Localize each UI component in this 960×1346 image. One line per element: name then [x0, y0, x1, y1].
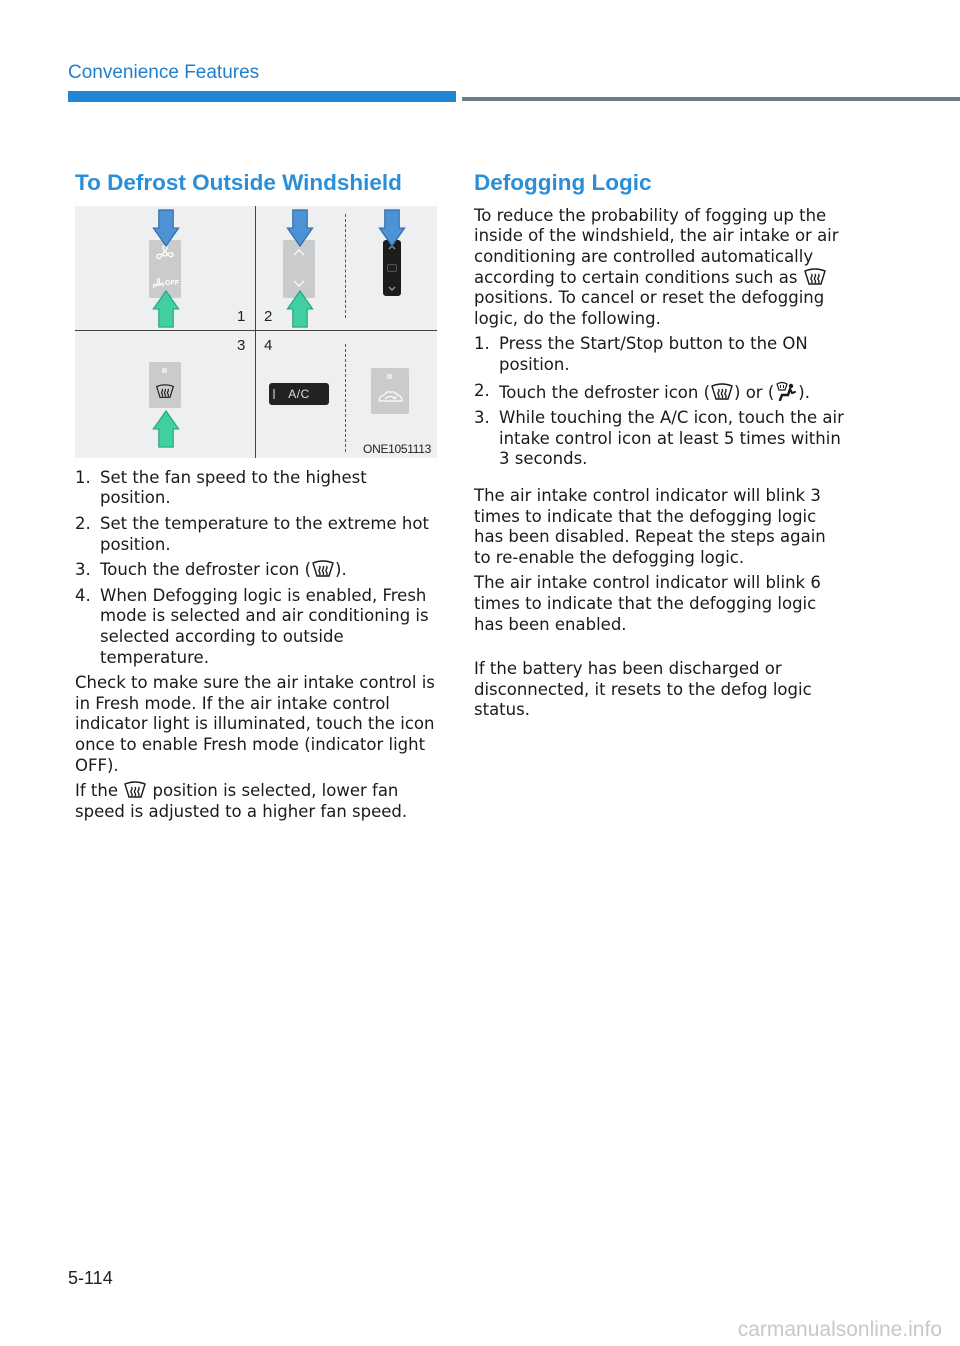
figure-divider-vertical [255, 206, 256, 458]
temp-down-icon [293, 280, 305, 288]
right-step-1: 1. Press the Start/Stop button to the ON position. [474, 334, 808, 375]
defrost-button-panel[interactable] [149, 362, 181, 408]
defroster-icon [710, 383, 734, 401]
right-heading: Defogging Logic [474, 170, 652, 195]
left-steps [75, 468, 437, 668]
quadrant-number-1: 1 [237, 307, 246, 325]
right-paragraph-2: The air intake control indicator will blink 6 times to indicate that the defogging logic has been enabled. [474, 573, 821, 634]
temp-indicator [387, 264, 397, 272]
recirculation-icon [376, 390, 404, 404]
fan-off-icon [152, 278, 165, 290]
figure-dash-top [345, 214, 346, 318]
figure-code: ONE1051113 [363, 441, 431, 456]
quadrant-number-2: 2 [264, 307, 273, 325]
fan-off-label: OFF [165, 279, 179, 287]
left-paragraph-1: Check to make sure the air intake control is in Fresh mode. If the air intake control indicator light is illuminated, touch the icon once to enable Fresh mode (indicator light OFF). [75, 673, 435, 775]
down-arrow-icon [378, 209, 406, 247]
ac-button[interactable] [269, 383, 329, 405]
right-paragraph-1: The air intake control indicator will blink 3 times to indicate that the defogging logic has been disabled. Repeat the steps again to re-enable the defogging logic. [474, 486, 826, 567]
down-arrow-icon [286, 209, 314, 247]
up-arrow-icon [286, 290, 314, 328]
left-step-2: 2. Set the temperature to the extreme hot position. [75, 514, 429, 554]
quadrant-number-3: 3 [237, 336, 246, 354]
left-heading: To Defrost Outside Windshield [75, 170, 402, 195]
up-arrow-icon [152, 410, 180, 448]
indicator-light [162, 368, 167, 373]
defrost-floor-icon [774, 381, 798, 401]
defroster-icon [123, 781, 147, 799]
figure-divider-horizontal [75, 330, 437, 331]
right-paragraph-3: If the battery has been discharged or disconnected, it resets to the defog logic status. [474, 659, 812, 720]
watermark: carmanualsonline.info [737, 1318, 942, 1341]
left-step-1: 1. Set the fan speed to the highest position. [75, 467, 367, 508]
indicator-light [387, 374, 392, 379]
left-step-4: 4. When Defogging logic is enabled, Fresh mode is selected and air conditioning is selected according to outside temperature. [75, 585, 429, 667]
header-rule-blue [68, 91, 456, 102]
defroster-icon [155, 384, 175, 399]
air-intake-panel[interactable] [371, 368, 409, 414]
figure-dash-bottom [345, 344, 346, 452]
left-step-3: 3. Touch the defroster icon ( ). [75, 560, 347, 580]
quadrant-number-4: 4 [264, 336, 273, 354]
defrost-figure [75, 206, 437, 458]
up-arrow-icon [152, 290, 180, 328]
left-column [75, 170, 437, 827]
right-steps [474, 334, 844, 470]
defroster-icon [803, 268, 827, 286]
left-paragraph-2: If the position is selected, lower fan speed is adjusted to a higher fan speed. [75, 781, 408, 821]
down-arrow-icon [152, 209, 180, 247]
section-header: Convenience Features [68, 62, 260, 83]
temp-control-panel-dark[interactable] [383, 240, 401, 296]
right-step-3: 3. While touching the A/C icon, touch the air intake control icon at least 5 times within 3 seconds. [474, 408, 844, 469]
right-intro: To reduce the probability of fogging up the inside of the windshield, the air intake or air conditioning are controlled automatically according to certain conditions such as positions. To cancel or reset the defogging logic, do the following. [474, 205, 839, 328]
ac-indicator [273, 389, 275, 399]
ac-button-label: A/C [288, 386, 310, 401]
fan-icon [155, 245, 175, 263]
right-column [474, 170, 844, 726]
page-number: 5-114 [68, 1268, 113, 1288]
temp-down-icon [388, 286, 396, 292]
defroster-icon [311, 560, 335, 578]
temp-up-icon [293, 248, 305, 256]
header-rule-gray [462, 97, 960, 101]
right-step-2: 2. Touch the defroster icon ( ) or ( ). [474, 380, 810, 402]
